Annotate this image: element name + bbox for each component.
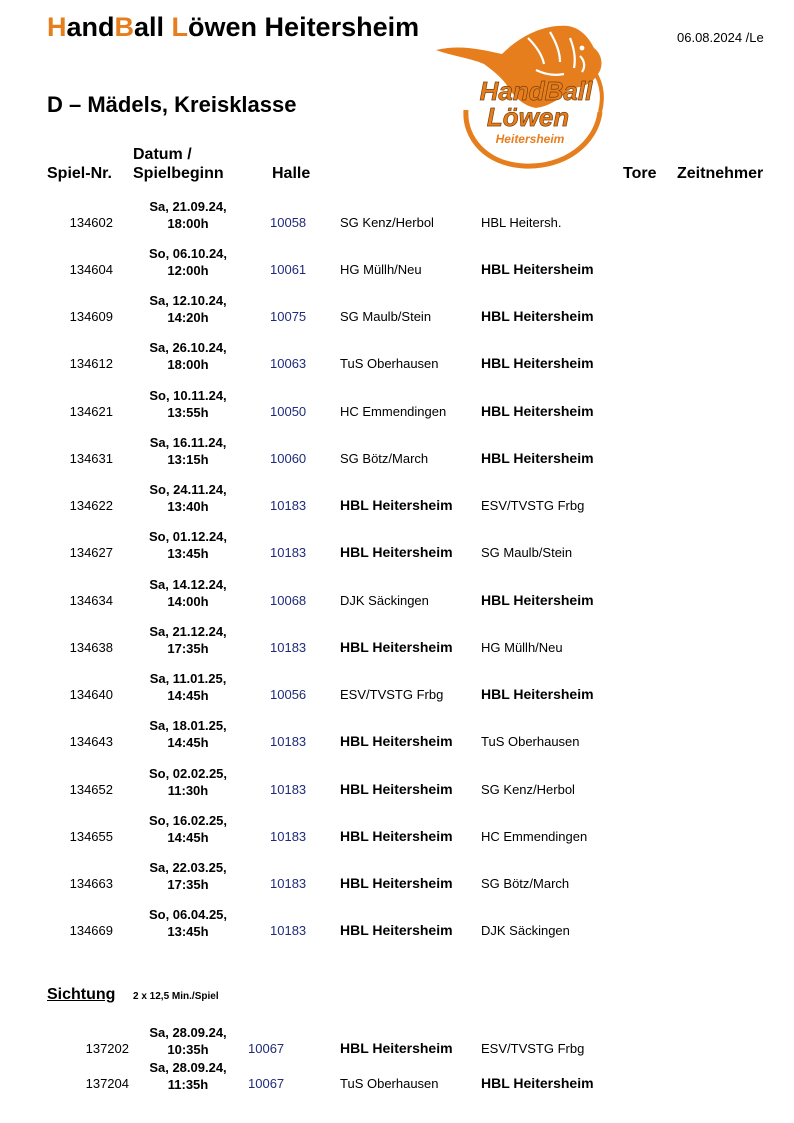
game-date: So, 06.10.24, 12:00h <box>148 246 228 278</box>
hall-number: 10068 <box>270 593 307 608</box>
hall-number: 10061 <box>270 262 307 277</box>
home-team: HBL Heitersheim <box>340 733 453 749</box>
game-number: 134621 <box>69 404 113 419</box>
hall-number: 10183 <box>270 923 307 938</box>
home-team: TuS Oberhausen <box>340 356 439 371</box>
hall-number: 10183 <box>270 734 307 749</box>
home-team: HBL Heitersheim <box>340 1040 453 1056</box>
game-number: 134622 <box>69 498 113 513</box>
hall-number: 10183 <box>270 876 307 891</box>
game-date: Sa, 28.09.24, 10:35h <box>149 1025 227 1057</box>
game-number: 134640 <box>69 687 113 702</box>
hall-number: 10183 <box>270 782 307 797</box>
away-team: DJK Säckingen <box>481 923 570 938</box>
game-number: 137202 <box>85 1041 129 1056</box>
home-team: HC Emmendingen <box>340 404 447 419</box>
column-header-nr: Spiel-Nr. <box>47 165 112 182</box>
home-team: DJK Säckingen <box>340 593 429 608</box>
game-date: So, 02.02.25, 11:30h <box>148 766 228 798</box>
game-number: 134634 <box>69 593 113 608</box>
game-date: Sa, 22.03.25, 17:35h <box>149 860 227 892</box>
away-team: ESV/TVSTG Frbg <box>481 498 585 513</box>
home-team: TuS Oberhausen <box>340 1076 439 1091</box>
game-date: Sa, 12.10.24, 14:20h <box>149 293 227 325</box>
away-team: HBL Heitersh. <box>481 215 562 230</box>
hall-number: 10183 <box>270 640 307 655</box>
sichtung-note: 2 x 12,5 Min./Spiel <box>133 991 219 1002</box>
logo-line-1: HandBall <box>479 76 593 106</box>
home-team: SG Kenz/Herbol <box>340 215 434 230</box>
game-number: 134638 <box>69 640 113 655</box>
hall-number: 10060 <box>270 451 307 466</box>
home-team: HBL Heitersheim <box>340 922 453 938</box>
hall-number: 10183 <box>270 829 307 844</box>
game-number: 134627 <box>69 545 113 560</box>
away-team: HG Müllh/Neu <box>481 640 563 655</box>
game-date: So, 16.02.25, 14:45h <box>148 813 228 845</box>
hall-number: 10075 <box>270 309 307 324</box>
game-number: 134669 <box>69 923 113 938</box>
game-date: Sa, 21.12.24, 17:35h <box>149 624 227 656</box>
away-team: SG Maulb/Stein <box>481 545 573 560</box>
date-stamp: 06.08.2024 /Le <box>677 30 764 45</box>
club-logo <box>432 14 610 174</box>
game-date: Sa, 11.01.25, 14:45h <box>149 671 227 703</box>
hall-number: 10056 <box>270 687 307 702</box>
game-date: Sa, 21.09.24, 18:00h <box>149 199 227 231</box>
home-team: HBL Heitersheim <box>340 875 453 891</box>
away-team: HBL Heitersheim <box>481 403 594 419</box>
home-team: HBL Heitersheim <box>340 497 453 513</box>
away-team: SG Kenz/Herbol <box>481 782 575 797</box>
game-number: 134602 <box>69 215 113 230</box>
game-number: 134652 <box>69 782 113 797</box>
game-number: 134612 <box>69 356 113 371</box>
away-team: HC Emmendingen <box>481 829 588 844</box>
game-number: 134655 <box>69 829 113 844</box>
away-team: HBL Heitersheim <box>481 592 594 608</box>
home-team: SG Maulb/Stein <box>340 309 432 324</box>
game-date: So, 24.11.24, 13:40h <box>149 482 227 514</box>
game-number: 134631 <box>69 451 113 466</box>
home-team: HBL Heitersheim <box>340 828 453 844</box>
home-team: ESV/TVSTG Frbg <box>340 687 444 702</box>
game-date: Sa, 14.12.24, 14:00h <box>149 577 227 609</box>
game-date: So, 10.11.24, 13:55h <box>149 388 227 420</box>
home-team: HBL Heitersheim <box>340 544 453 560</box>
game-date: Sa, 26.10.24, 18:00h <box>149 340 227 372</box>
away-team: HBL Heitersheim <box>481 686 594 702</box>
hall-number: 10183 <box>270 545 307 560</box>
away-team: TuS Oberhausen <box>481 734 580 749</box>
sichtung-title: Sichtung <box>47 986 116 1003</box>
page-title: D – Mädels, Kreisklasse <box>47 92 297 117</box>
away-team: HBL Heitersheim <box>481 1075 594 1091</box>
game-number: 134643 <box>69 734 113 749</box>
game-date: Sa, 16.11.24, 13:15h <box>149 435 227 467</box>
hall-number: 10050 <box>270 404 307 419</box>
column-header-hall: Halle <box>272 165 311 182</box>
away-team: HBL Heitersheim <box>481 450 594 466</box>
home-team: SG Bötz/March <box>340 451 429 466</box>
away-team: SG Bötz/March <box>481 876 570 891</box>
hall-number: 10067 <box>248 1041 285 1056</box>
club-title: HandBall Löwen Heitersheim <box>47 12 420 42</box>
column-header-date: Datum / Spielbeginn <box>133 146 224 182</box>
home-team: HBL Heitersheim <box>340 781 453 797</box>
game-date: Sa, 28.09.24, 11:35h <box>149 1060 227 1092</box>
game-number: 134663 <box>69 876 113 891</box>
home-team: HBL Heitersheim <box>340 639 453 655</box>
game-number: 137204 <box>85 1076 129 1091</box>
hall-number: 10183 <box>270 498 307 513</box>
hall-number: 10067 <box>248 1076 285 1091</box>
game-date: Sa, 18.01.25, 14:45h <box>149 718 227 750</box>
away-team: HBL Heitersheim <box>481 355 594 371</box>
hall-number: 10063 <box>270 356 307 371</box>
away-team: ESV/TVSTG Frbg <box>481 1041 585 1056</box>
game-number: 134609 <box>69 309 113 324</box>
game-date: So, 06.04.25, 13:45h <box>148 907 228 939</box>
logo-line-2: Löwen <box>486 102 570 132</box>
away-team: HBL Heitersheim <box>481 308 594 324</box>
column-header-goals: Tore <box>623 165 657 182</box>
column-header-timekeeper: Zeitnehmer <box>677 165 764 182</box>
hall-number: 10058 <box>270 215 307 230</box>
game-number: 134604 <box>69 262 113 277</box>
home-team: HG Müllh/Neu <box>340 262 422 277</box>
away-team: HBL Heitersheim <box>481 261 594 277</box>
logo-line-3: Heitersheim <box>495 132 565 146</box>
game-date: So, 01.12.24, 13:45h <box>148 529 228 561</box>
